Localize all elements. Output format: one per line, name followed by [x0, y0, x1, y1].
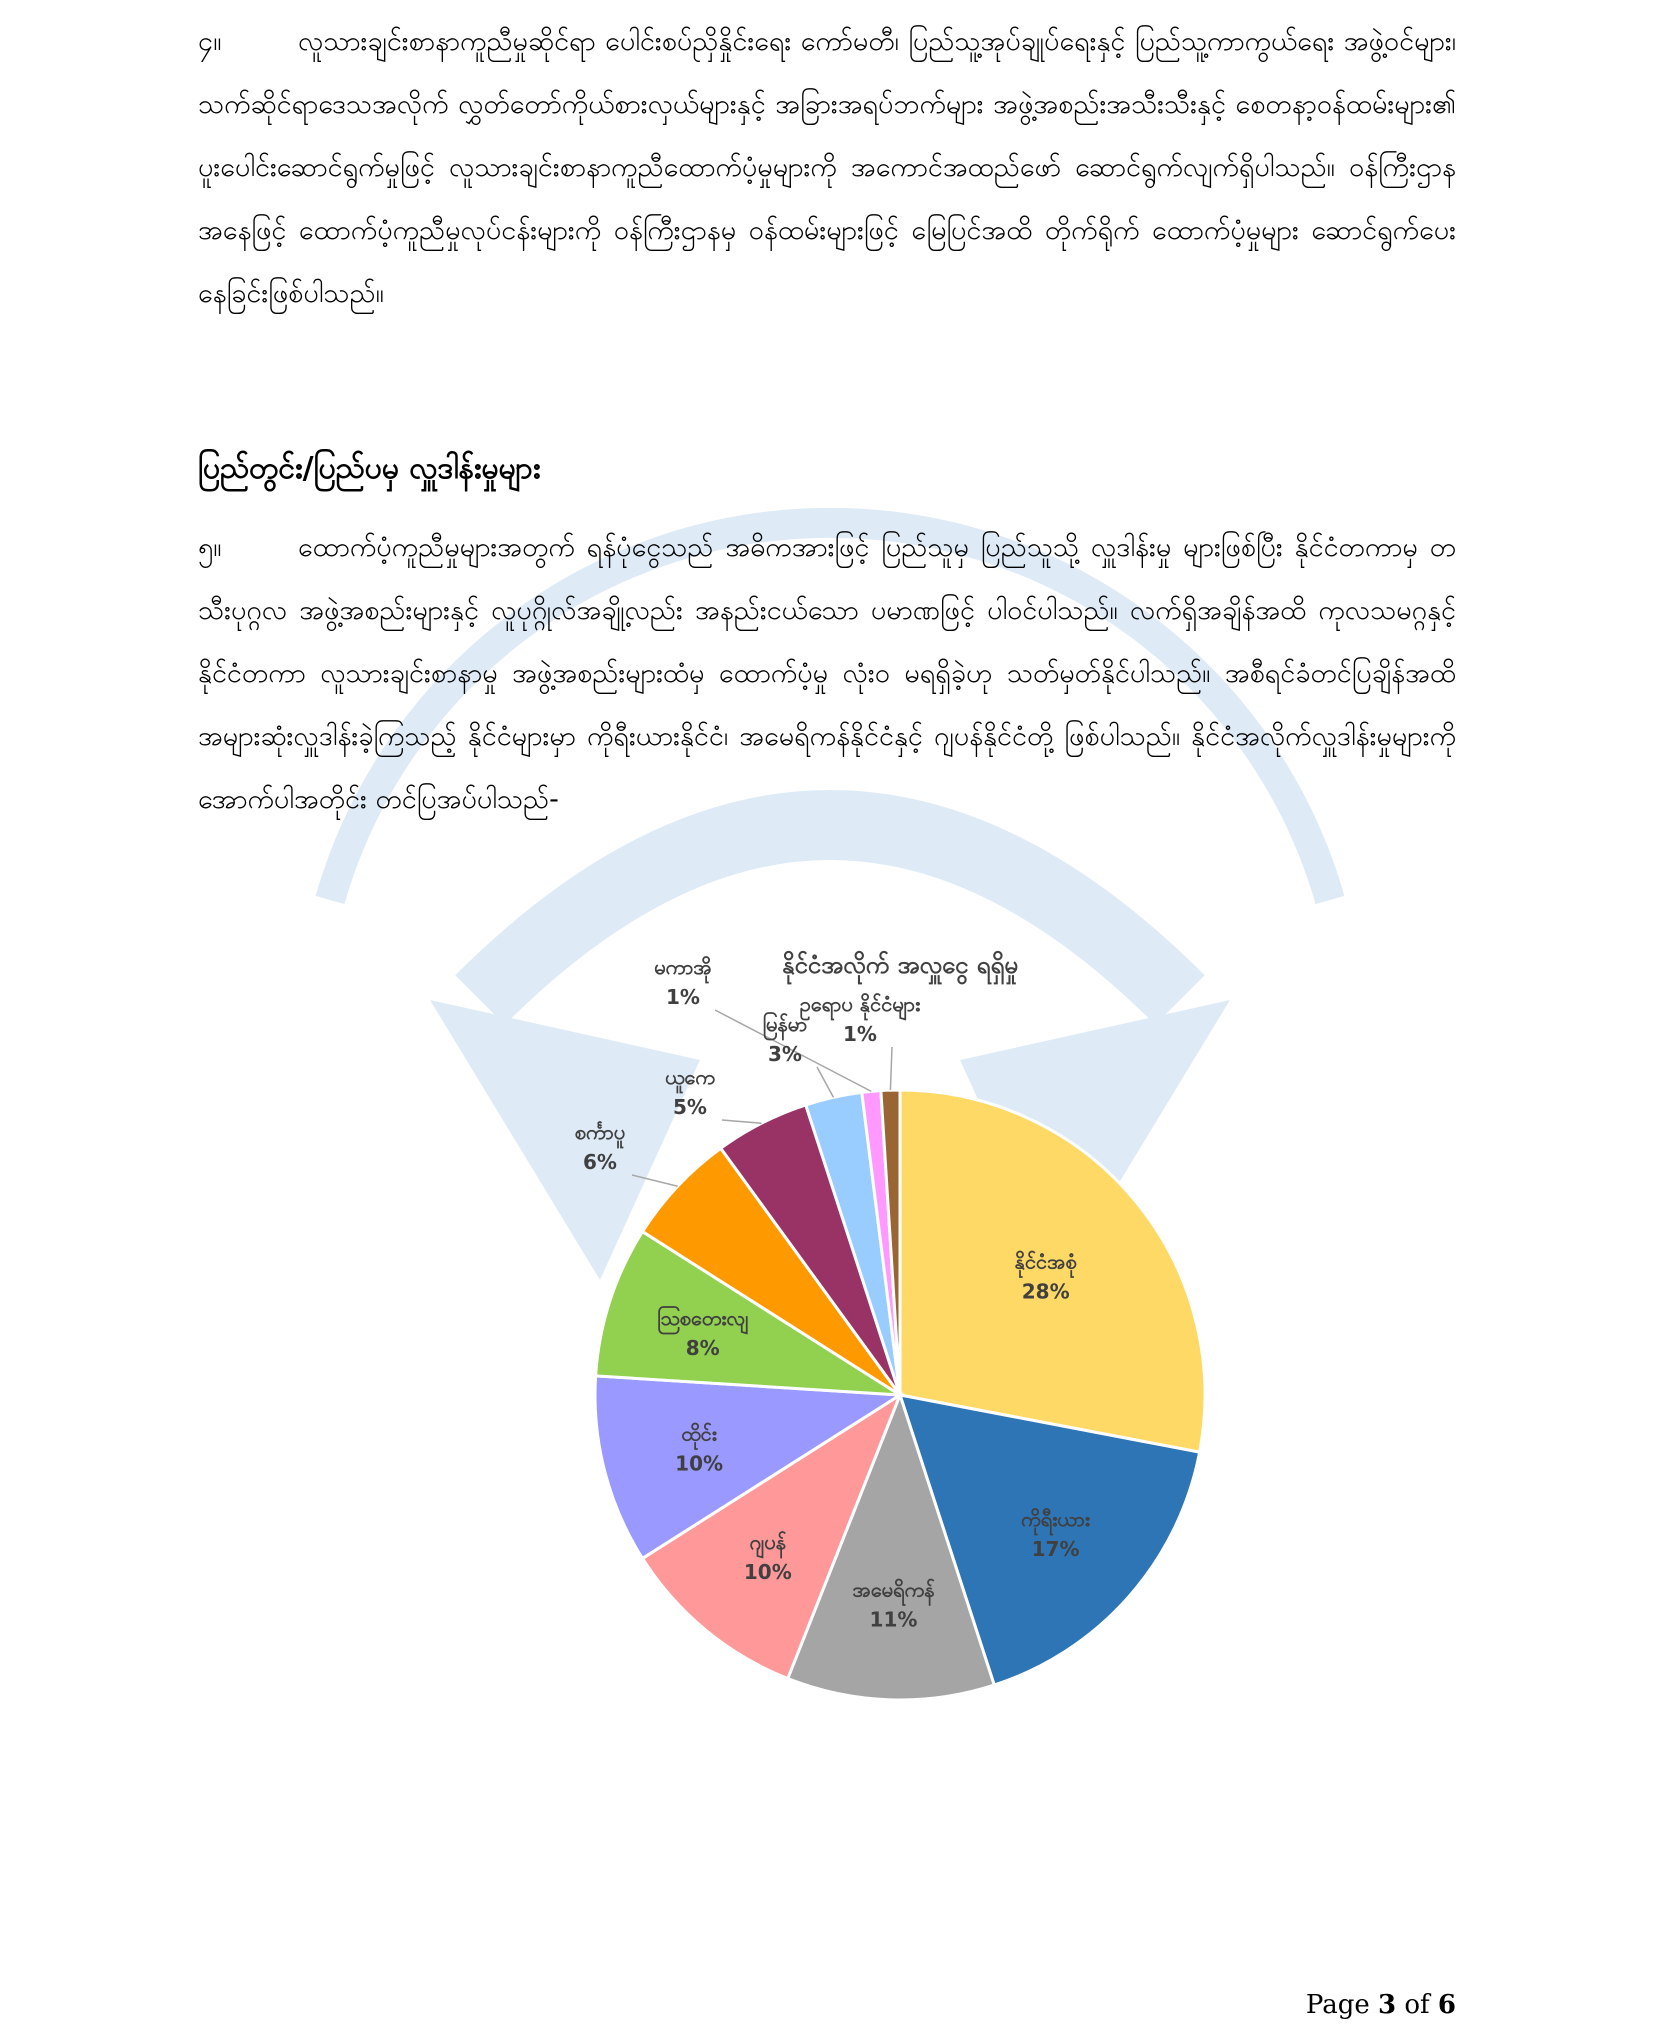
- slice-label-5: သြစတေးလျ: [657, 1305, 749, 1330]
- chart-title: နိုင်ငံအလိုက် အလှူငွေ ရရှိမှု: [782, 951, 1018, 979]
- paragraph-5-text: ထောက်ပံ့ကူညီမှုများအတွက် ရန်ပုံငွေသည် အဓိကအားဖြင့် ပြည်သူမှ ပြည်သူသို့ လှူဒါန်းမှု များဖြစ်ပြီး နိုင်ငံတကာမှ တသီးပုဂ္ဂလ အဖွဲ့အစည်းများနှင့် လူပုဂ္ဂိုလ်အချို့လည်း အနည်းငယ်သော ပမာဏဖြင့် ပါဝင်ပါသည်။ လက်ရှိအချိန်အထိ ကုလသမဂ္ဂနှင့် နိုင်ငံတကာ လူသားချင်းစာနာမှု အဖွဲ့အစည်းများထံမှ ထောက်ပံ့မှု လုံးဝ မရရှိခဲ့ဟု သတ်မှတ်နိုင်ပါသည်။ အစီရင်ခံတင်ပြချိန်အထိ အများဆုံးလှူဒါန်းခဲ့ကြသည့် နိုင်ငံများမှာ ကိုရီးယားနိုင်ငံ၊ အမေရိကန်နိုင်ငံနှင့် ဂျပန်နိုင်ငံတို့ ဖြစ်ပါသည်။ နိုင်ငံအလိုက်လှူဒါန်းမှုများကို အောက်ပါအတိုင်း တင်ပြအပ်ပါသည်-: [198, 532, 1456, 815]
- paragraph-4: [198, 10, 1456, 325]
- footer-prefix: Page: [1305, 1990, 1370, 2020]
- slice-label-7: ယူကေ: [665, 1065, 715, 1089]
- slice-pct-0: 28%: [1021, 1279, 1070, 1304]
- leader-line-6: [632, 1175, 678, 1186]
- slice-pct-7: 5%: [673, 1095, 707, 1119]
- pie-chart: [560, 945, 1260, 1715]
- section-heading: ပြည်တွင်း/ပြည်ပမှ လှူဒါန်းမှုများ: [198, 451, 541, 486]
- paragraph-4-number: ၄။: [198, 26, 222, 57]
- slice-pct-3: 10%: [743, 1559, 792, 1584]
- footer-of: of: [1404, 1990, 1430, 2020]
- slice-label-1: ကိုရီးယား: [1021, 1507, 1091, 1532]
- footer-total-pages: 6: [1437, 1990, 1456, 2020]
- slice-pct-5: 8%: [685, 1335, 720, 1360]
- leader-line-7: [722, 1120, 762, 1123]
- leader-line-10: [890, 1047, 892, 1090]
- footer-current-page: 3: [1378, 1990, 1397, 2020]
- slice-pct-1: 17%: [1031, 1537, 1080, 1562]
- slice-pct-10: 1%: [843, 1022, 877, 1046]
- slice-pct-9: 1%: [666, 985, 700, 1009]
- slice-pct-4: 10%: [675, 1451, 724, 1476]
- slice-pct-2: 11%: [869, 1607, 918, 1632]
- slice-label-6: စင်္ကာပူ: [574, 1120, 626, 1144]
- slice-pct-8: 3%: [768, 1042, 802, 1066]
- leader-line-8: [817, 1067, 833, 1097]
- slice-label-8: မြန်မာ: [762, 1012, 808, 1036]
- slice-label-0: နိုင်ငံအစုံ: [1014, 1249, 1077, 1274]
- paragraph-5: [198, 516, 1456, 831]
- paragraph-5-number: ၅။: [198, 532, 222, 563]
- page-footer: [1306, 1990, 1456, 2020]
- slice-label-9: မကာအို: [654, 955, 712, 979]
- slice-label-2: အမေရိကန်: [852, 1577, 935, 1602]
- paragraph-4-text: လူသားချင်းစာနာကူညီမှုဆိုင်ရာ ပေါင်းစပ်ညှိနှိုင်းရေး ကော်မတီ၊ ပြည်သူ့အုပ်ချုပ်ရေးနှင့် ပြည်သူ့ကာကွယ်ရေး အဖွဲ့ဝင်များ၊ သက်ဆိုင်ရာဒေသအလိုက် လွှတ်တော်ကိုယ်စားလှယ်များနှင့် အခြားအရပ်ဘက်များ အဖွဲ့အစည်းအသီးသီးနှင့် စေတနာ့ဝန်ထမ်းများ၏ ပူးပေါင်းဆောင်ရွက်မှုဖြင့် လူသားချင်းစာနာကူညီထောက်ပံ့မှုများကို အကောင်အထည်ဖော် ဆောင်ရွက်လျက်ရှိပါသည်။ ဝန်ကြီးဌာနအနေဖြင့် ထောက်ပံ့ကူညီမှုလုပ်ငန်းများကို ဝန်ကြီးဌာနမှ ဝန်ထမ်းများဖြင့် မြေပြင်အထိ တိုက်ရိုက် ထောက်ပံ့မှုများ ဆောင်ရွက်ပေးနေခြင်းဖြစ်ပါသည်။: [198, 26, 1456, 309]
- slice-label-3: ဂျပန်: [749, 1529, 786, 1554]
- slice-label-10: ဥရောပ နိုင်ငံများ: [799, 992, 921, 1016]
- slice-pct-6: 6%: [583, 1150, 617, 1174]
- slice-label-4: ထိုင်း: [681, 1421, 717, 1446]
